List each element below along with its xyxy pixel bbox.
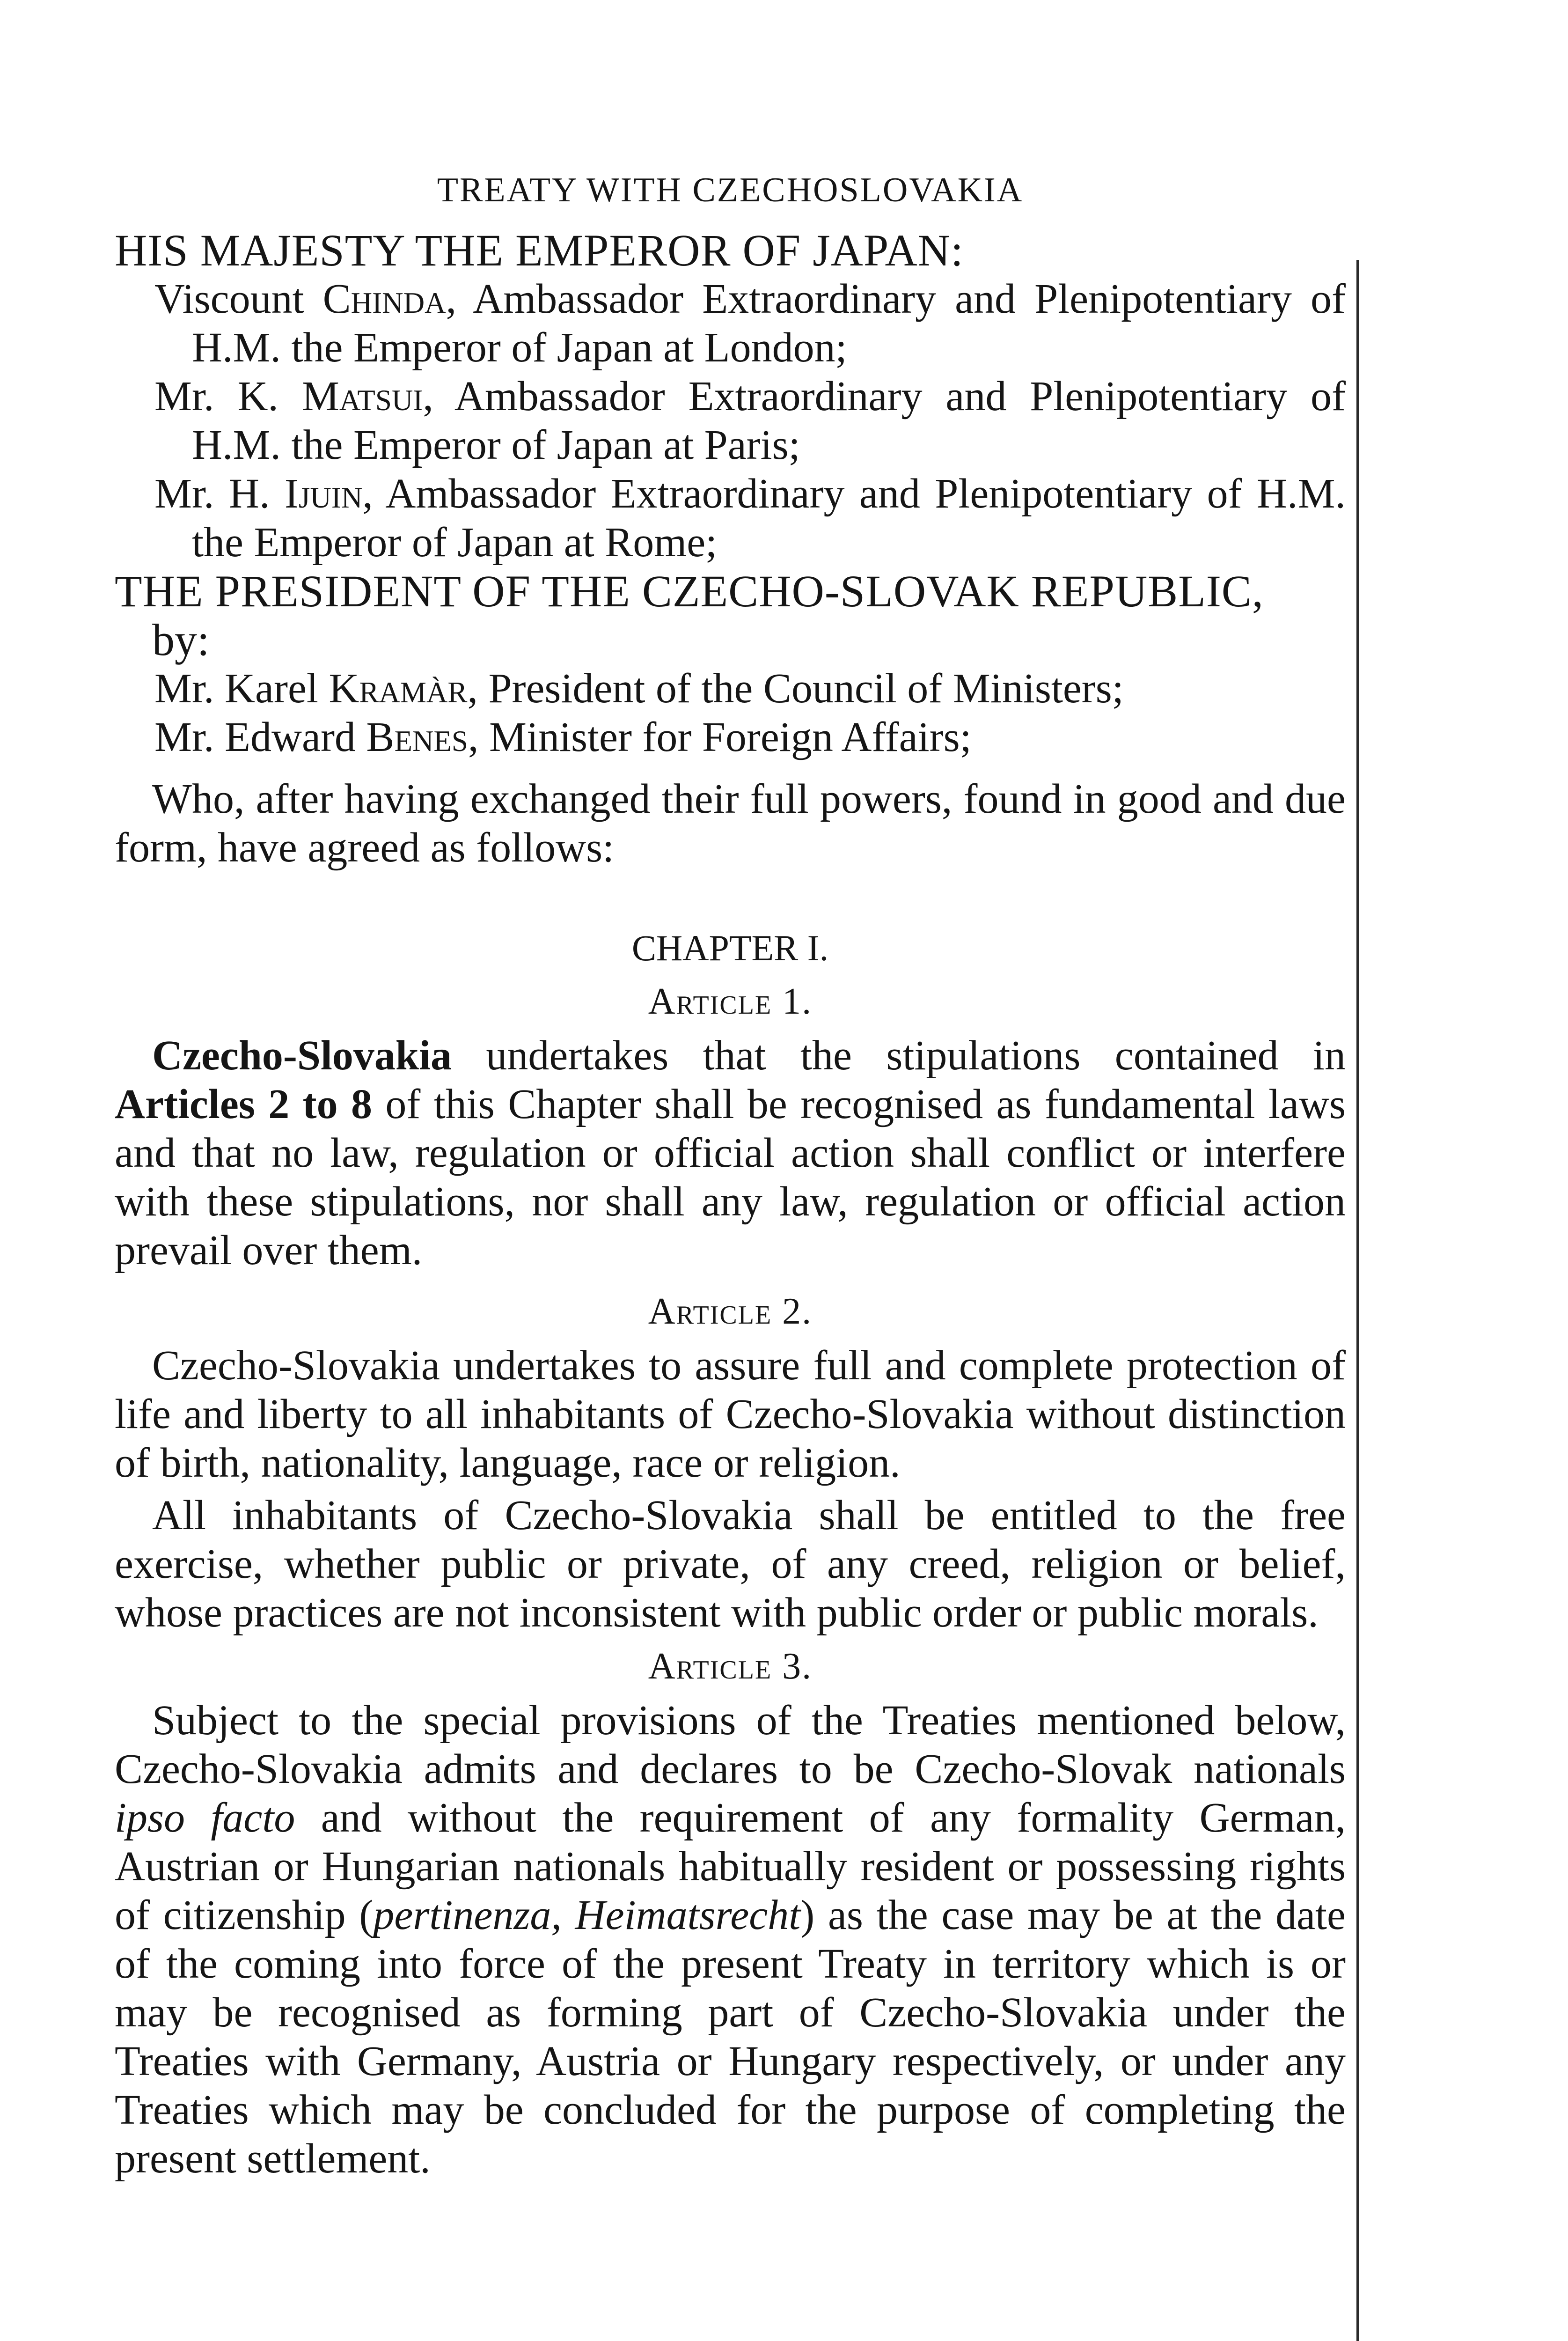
rep-title: , Ambassador Extraordinary and Plenipotentiary of H.M. the Emperor of Japan at Paris;: [192, 373, 1346, 468]
chapter-heading: CHAPTER I.: [631, 927, 829, 968]
running-head: TREATY WITH CZECHOSLOVAKIA: [437, 171, 1024, 209]
rep-name: Chinda: [322, 275, 446, 322]
rep-title: , Minister for Foreign Affairs;: [468, 714, 972, 760]
article-1-text: [115, 1031, 1346, 1275]
representative-matsui: [115, 372, 1346, 470]
body-text: of this Chapter shall be recognised as fundamental laws and that no law, regulation or official action shall conflict or interfere with these stipulations, nor shall any law, regulation or official action prevail over them.: [115, 1081, 1346, 1274]
party-heading-japan: HIS MAJESTY THE EMPEROR OF JAPAN:: [115, 225, 964, 275]
party-by: by:: [152, 614, 210, 665]
rep-prefix: Mr. K.: [154, 373, 278, 420]
rep-prefix: Mr. H.: [154, 470, 270, 517]
representative-benes: [115, 713, 1346, 762]
spacer: [115, 762, 1346, 775]
rep-name: Ijuin: [284, 470, 363, 517]
representative-kramar: [115, 664, 1346, 713]
article-3-text: [115, 1696, 1346, 2183]
rep-name: Kramàr: [329, 665, 468, 712]
margin-rule: [1356, 260, 1359, 2341]
rep-name: Matsui: [301, 373, 423, 420]
bold-text: Articles 2 to 8: [115, 1081, 372, 1127]
body-text: ) as the case may be at the date of the coming into force of the present Treaty in territory which is or may be recognised as forming part of Czecho-Slovakia under the Treaties with Germany, Austria or Hungary respectively, or under any Treaties which may be concluded for the purpose of completing the present settlement.: [115, 1892, 1346, 2182]
body-text: and without the requirement of any formality German, Austrian or Hungarian nationals habitually resident or possessing rights of citizenship (: [115, 1794, 1346, 1938]
representative-ijuin: [115, 470, 1346, 567]
rep-title: , Ambassador Extraordinary and Plenipotentiary of H.M. the Emperor of Japan at London;: [192, 275, 1346, 371]
article-2-paragraph-2: All inhabitants of Czecho-Slovakia shall be entitled to the free exercise, whether public or private, of any creed, religion or belief, whose practices are not inconsistent with public order or public morals.: [115, 1492, 1346, 1636]
party-heading-czechoslovakia: THE PRESIDENT OF THE CZECHO-SLOVAK REPUBLIC,: [115, 566, 1264, 616]
bold-text: Czecho-Slovakia: [152, 1032, 452, 1079]
rep-prefix: Mr. Karel: [154, 665, 318, 712]
representative-chinda: [115, 275, 1346, 372]
article-1-heading: Article 1.: [648, 980, 813, 1022]
rep-prefix: Viscount: [154, 275, 304, 322]
article-2-heading: Article 2.: [648, 1290, 813, 1332]
preamble-close: Who, after having exchanged their full powers, found in good and due form, have agreed as follows:: [115, 775, 1346, 871]
italic-text: ipso facto: [115, 1794, 295, 1841]
rep-title: , President of the Council of Ministers;: [467, 665, 1124, 712]
rep-prefix: Mr. Edward: [154, 714, 356, 760]
article-2-paragraph-1: Czecho-Slovakia undertakes to assure full and complete protection of life and liberty to all inhabitants of Czecho-Slovakia without distinction of birth, nationality, language, race or religion.: [115, 1342, 1346, 1486]
article-3-heading: Article 3.: [648, 1645, 813, 1687]
spacer: [115, 872, 1346, 924]
body-text: Subject to the special provisions of the Treaties mentioned below, Czecho-Slovakia admits and declares to be Czecho-Slovak nationals: [115, 1697, 1346, 1792]
rep-title: , Ambassador Extraordinary and Plenipotentiary of H.M. the Emperor of Japan at Rome;: [192, 470, 1346, 566]
rep-name: Benes: [366, 714, 468, 760]
body-text: undertakes that the stipulations contained in: [451, 1032, 1346, 1079]
italic-text: pertinenza, Heimatsrecht: [373, 1892, 801, 1938]
document-page: [115, 169, 1346, 2183]
